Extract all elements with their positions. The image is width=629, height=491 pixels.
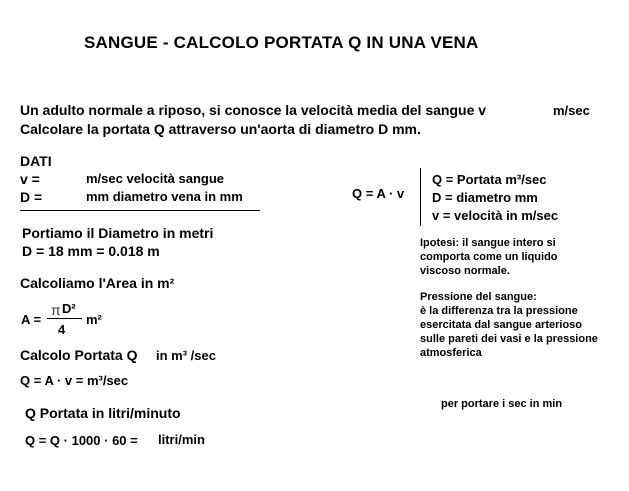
formula-legend-q: Q = Portata m³/sec bbox=[432, 172, 547, 187]
intro-line-1: Un adulto normale a riposo, si conosce la velocità media del sangue v bbox=[20, 102, 487, 118]
area-lhs: A = bbox=[21, 312, 42, 327]
litri-heading: Q Portata in litri/minuto bbox=[25, 405, 181, 421]
litri-unit: litri/min bbox=[158, 432, 205, 447]
formula-main: Q = A · v bbox=[352, 186, 405, 201]
note-pressione-line: atmosferica bbox=[420, 347, 482, 359]
dati-d-label: D = bbox=[20, 189, 43, 205]
dati-heading: DATI bbox=[20, 153, 52, 169]
note-ipotesi bbox=[420, 236, 558, 278]
note-pressione-line: è la differenza tra la pressione bbox=[420, 305, 578, 317]
diameter-value: D = 18 mm = 0.018 m bbox=[22, 243, 160, 259]
note-pressione-line: Pressione del sangue: bbox=[420, 291, 537, 303]
area-unit: m² bbox=[86, 312, 102, 327]
portata-heading: Calcolo Portata Q bbox=[20, 347, 138, 363]
pi-symbol: π bbox=[51, 302, 61, 318]
dati-v-label: v = bbox=[20, 171, 40, 187]
formula-divider bbox=[420, 168, 421, 226]
note-pressione bbox=[420, 290, 598, 360]
area-denominator: 4 bbox=[58, 322, 66, 337]
formula-legend-d: D = diametro mm bbox=[432, 190, 538, 205]
intro-line-2: Calcolare la portata Q attraverso un'aorta di diametro D mm. bbox=[20, 121, 421, 137]
portata-heading-unit: in m³ /sec bbox=[156, 348, 216, 363]
dati-underline bbox=[20, 210, 260, 211]
note-pressione-line: esercitata dal sangue arterioso bbox=[420, 319, 583, 331]
note-ipotesi-line: comporta come un liquido bbox=[420, 251, 558, 263]
note-ipotesi-line: viscoso normale. bbox=[420, 265, 510, 277]
note-footer: per portare i sec in min bbox=[441, 398, 563, 410]
area-heading: Calcoliamo l'Area in m² bbox=[20, 275, 175, 291]
intro-line-1-unit: m/sec bbox=[553, 103, 590, 118]
area-fraction-line bbox=[47, 318, 82, 319]
area-numerator: D² bbox=[62, 301, 76, 316]
litri-formula: Q = Q · 1000 · 60 = bbox=[25, 433, 138, 448]
page-title: SANGUE - CALCOLO PORTATA Q IN UNA VENA bbox=[84, 33, 479, 52]
note-pressione-line: sulle pareti dei vasi e la pressione bbox=[420, 333, 598, 345]
dati-d-desc: mm diametro vena in mm bbox=[86, 189, 243, 204]
diameter-heading: Portiamo il Diametro in metri bbox=[22, 225, 214, 241]
portata-formula: Q = A · v = m³/sec bbox=[20, 373, 129, 388]
formula-legend-v: v = velocità in m/sec bbox=[432, 208, 559, 223]
note-ipotesi-line: Ipotesi: il sangue intero si bbox=[420, 237, 556, 249]
dati-v-desc: m/sec velocità sangue bbox=[86, 171, 225, 186]
